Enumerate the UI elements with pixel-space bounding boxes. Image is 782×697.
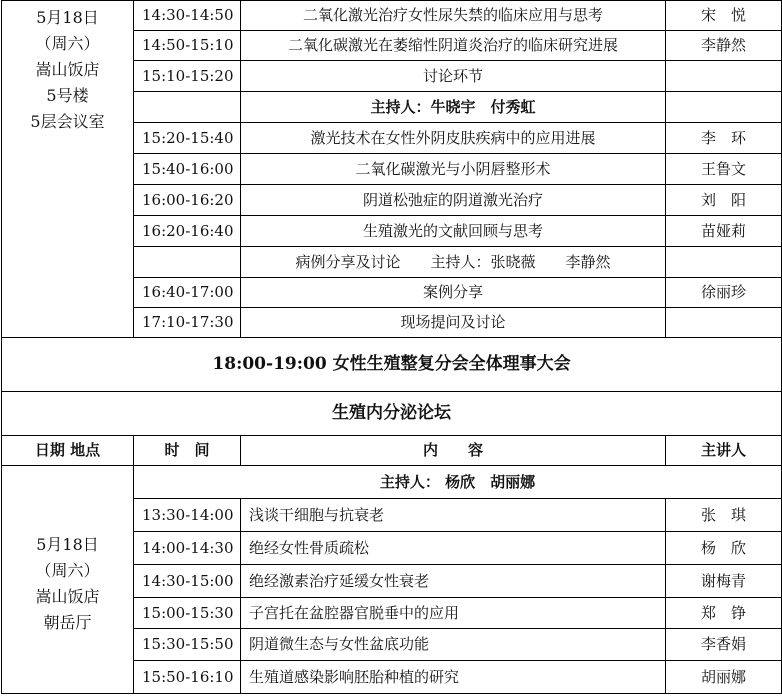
speaker-header: 主讲人 (666, 436, 782, 466)
time-cell: 16:00-16:20 (134, 185, 241, 216)
meeting-banner-row (2, 338, 782, 392)
time-cell: 15:40-16:00 (134, 154, 241, 185)
time-cell: 15:00-15:30 (134, 598, 241, 629)
content-cell: 生殖道感染影响胚胎种植的研究 (241, 661, 666, 694)
speaker-cell (666, 61, 782, 92)
time-cell: 14:50-15:10 (134, 31, 241, 61)
time-cell: 13:30-14:00 (134, 499, 241, 532)
date-place-line: 5层会议室 (30, 112, 105, 131)
content-cell: 现场提问及讨论 (241, 308, 666, 338)
content-cell: 生殖激光的文献回顾与思考 (241, 216, 666, 247)
time-cell: 17:10-17:30 (134, 308, 241, 338)
forum-title: 生殖内分泌论坛 (2, 392, 782, 436)
speaker-cell: 李香娟 (666, 629, 782, 661)
date-place-line: （周六） (35, 560, 100, 580)
content-cell: 子宫托在盆腔器官脱垂中的应用 (241, 598, 666, 629)
time-cell: 14:30-14:50 (134, 1, 241, 31)
header-row (2, 436, 782, 466)
speaker-cell (666, 308, 782, 338)
content-cell: 绝经激素治疗延缓女性衰老 (241, 565, 666, 598)
date-place-header: 日期 地点 (2, 436, 134, 466)
date-place-cell (2, 466, 134, 694)
content-cell: 二氧化碳激光在萎缩性阴道炎治疗的临床研究进展 (241, 31, 666, 61)
date-place-line: 5月18日 (36, 8, 99, 27)
date-place-cell (2, 1, 134, 338)
content-cell: 案例分享 (241, 278, 666, 308)
speaker-cell: 苗娅莉 (666, 216, 782, 247)
time-cell: 16:20-16:40 (134, 216, 241, 247)
content-cell: 激光技术在女性外阴皮肤疾病中的应用进展 (241, 123, 666, 154)
speaker-cell: 刘 阳 (666, 185, 782, 216)
content-cell: 二氧化碳激光与小阴唇整形术 (241, 154, 666, 185)
speaker-cell: 胡丽娜 (666, 661, 782, 694)
meeting-banner: 18:00-19:00 女性生殖整复分会全体理事大会 (2, 338, 782, 392)
empty-cell (666, 247, 782, 278)
time-header: 时 间 (134, 436, 241, 466)
speaker-cell: 徐丽珍 (666, 278, 782, 308)
speaker-cell: 张 琪 (666, 499, 782, 532)
schedule-table (1, 0, 782, 694)
time-cell: 15:20-15:40 (134, 123, 241, 154)
host-row (2, 466, 782, 499)
content-cell: 阴道松弛症的阴道激光治疗 (241, 185, 666, 216)
empty-cell (666, 92, 782, 123)
date-place-line: 嵩山饭店 (35, 586, 100, 606)
content-cell: 浅谈干细胞与抗衰老 (241, 499, 666, 532)
time-cell: 15:30-15:50 (134, 629, 241, 661)
speaker-cell: 谢梅青 (666, 565, 782, 598)
content-header: 内 容 (241, 436, 666, 466)
forum-title-row (2, 392, 782, 436)
empty-cell (134, 92, 241, 123)
time-cell: 16:40-17:00 (134, 278, 241, 308)
speaker-cell: 李 环 (666, 123, 782, 154)
date-place-line: 5月18日 (36, 534, 99, 554)
content-cell: 讨论环节 (241, 61, 666, 92)
speaker-cell: 杨 欣 (666, 532, 782, 565)
speaker-cell: 王鲁文 (666, 154, 782, 185)
content-cell: 阴道微生态与女性盆底功能 (241, 629, 666, 661)
time-cell: 14:00-14:30 (134, 532, 241, 565)
cases-cell: 病例分享及讨论 主持人：张晓薇 李静然 (241, 247, 666, 278)
time-cell: 15:10-15:20 (134, 61, 241, 92)
host-cell: 主持人：牛晓宇 付秀虹 (241, 92, 666, 123)
speaker-cell: 郑 铮 (666, 598, 782, 629)
date-place-line: 嵩山饭店 (35, 60, 100, 79)
speaker-cell: 宋 悦 (666, 1, 782, 31)
table-row (2, 1, 782, 31)
host-cell: 主持人： 杨欣 胡丽娜 (134, 466, 782, 499)
time-cell: 14:30-15:00 (134, 565, 241, 598)
time-cell: 15:50-16:10 (134, 661, 241, 694)
date-place-line: 朝岳厅 (43, 612, 92, 632)
date-place-line: （周六） (35, 34, 100, 53)
date-place-line: 5号楼 (46, 86, 89, 105)
content-cell: 二氧化激光治疗女性尿失禁的临床应用与思考 (241, 1, 666, 31)
empty-cell (134, 247, 241, 278)
speaker-cell: 李静然 (666, 31, 782, 61)
content-cell: 绝经女性骨质疏松 (241, 532, 666, 565)
